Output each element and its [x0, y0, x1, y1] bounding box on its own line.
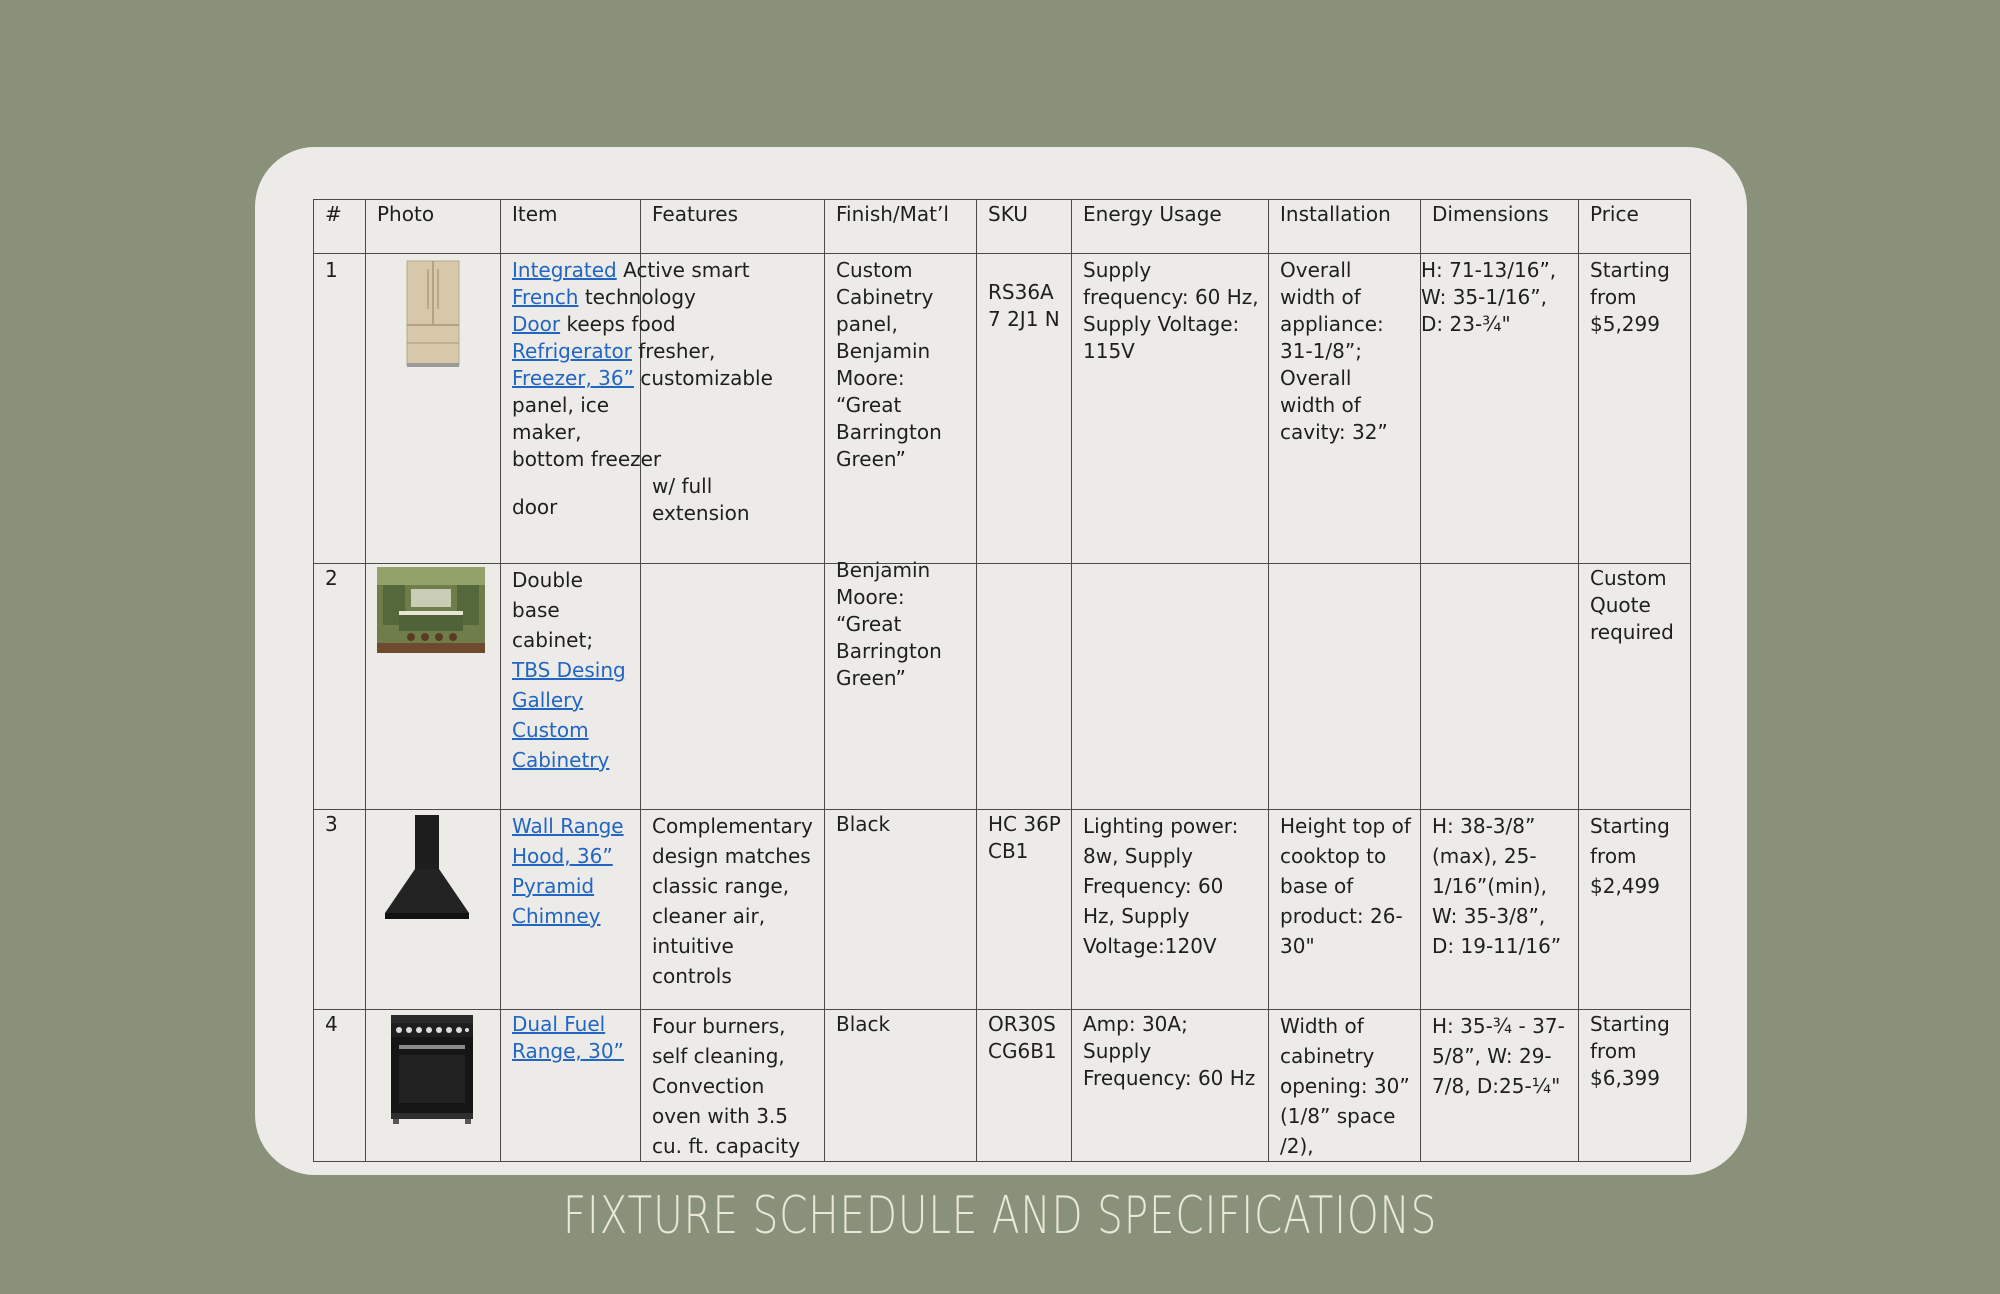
price-cell: Starting from $5,299 — [1579, 254, 1691, 564]
sku-cell: HC 36P CB1 — [977, 810, 1072, 1010]
header-energy-usage: Energy Usage — [1072, 200, 1269, 254]
sku-cell: RS36A 7 2J1 N — [977, 254, 1072, 564]
header-installation: Installation — [1269, 200, 1421, 254]
dimensions-cell — [1421, 564, 1579, 810]
row-number: 1 — [314, 254, 366, 564]
dimensions-cell: H: 35-¾ - 37-5/8”, W: 29-7/8, D:25-¼" — [1421, 1010, 1579, 1162]
item-link-refrigerator[interactable]: Integrated — [512, 258, 617, 282]
header-finish: Finish/Mat’l — [825, 200, 977, 254]
item-line-text: fresher, — [631, 339, 716, 363]
item-line-text: door — [512, 495, 558, 519]
dual-fuel-range-icon — [377, 1013, 477, 1125]
features-cell: Complementary design matches classic range, cleaner air, intuitive controls — [641, 810, 825, 1010]
item-link-dual-fuel-range[interactable]: Dual Fuel Range, 30” — [512, 1012, 624, 1063]
item-cell — [501, 1010, 641, 1162]
price-cell: Starting from $2,499 — [1579, 810, 1691, 1010]
item-line — [512, 338, 716, 365]
item-line — [512, 284, 696, 311]
item-line — [512, 494, 632, 521]
item-text: Double base cabinet; — [512, 568, 594, 652]
item-line — [512, 257, 750, 284]
energy-cell: Lighting power: 8w, Supply Frequency: 60 Hz, Supply Voltage:120V — [1072, 810, 1269, 1010]
header-number: # — [314, 200, 366, 254]
installation-cell: Overall width of appliance: 31-1/8”; Overall width of cavity: 32” — [1269, 254, 1421, 564]
installation-cell: Width of cabinetry opening: 30” (1/8” space /2), — [1269, 1010, 1421, 1162]
installation-cell — [1269, 564, 1421, 810]
row-number: 3 — [314, 810, 366, 1010]
item-line-text: maker, — [512, 420, 582, 444]
energy-cell — [1072, 564, 1269, 810]
table-row — [314, 564, 1691, 810]
item-line — [512, 365, 773, 392]
photo-cell — [366, 1010, 501, 1162]
sku-cell — [977, 564, 1072, 810]
green-kitchen-photo-icon — [377, 567, 485, 653]
item-line-text: customizable — [634, 366, 773, 390]
item-line — [512, 392, 632, 419]
features-text: w/ full extension — [652, 474, 750, 525]
finish-cell: Black — [825, 1010, 977, 1162]
header-sku: SKU — [977, 200, 1072, 254]
item-line — [512, 419, 632, 446]
photo-cell — [366, 810, 501, 1010]
photo-cell — [366, 564, 501, 810]
item-cell — [501, 810, 641, 1010]
installation-cell: Height top of cooktop to base of product: 26-30" — [1269, 810, 1421, 1010]
table-row — [314, 810, 1691, 1010]
features-cell — [641, 564, 825, 810]
item-line — [512, 311, 676, 338]
row-number: 4 — [314, 1010, 366, 1162]
table-row — [314, 1010, 1691, 1162]
header-features: Features — [641, 200, 825, 254]
finish-cell: Custom Cabinetry panel, Benjamin Moore: “Great Barrington Green” — [825, 254, 977, 564]
item-link-refrigerator[interactable]: Door — [512, 312, 561, 336]
dimensions-cell: H: 38-3/8” (max), 25-1/16”(min), W: 35-3/8”, D: 19-11/16” — [1421, 810, 1579, 1010]
fixture-schedule-table — [313, 199, 1691, 1162]
photo-cell — [366, 254, 501, 564]
header-dimensions: Dimensions — [1421, 200, 1579, 254]
finish-text: Benjamin Moore: “Great Barrington Green” — [836, 558, 942, 690]
header-photo: Photo — [366, 200, 501, 254]
energy-cell: Supply frequency: 60 Hz, Supply Voltage: 115V — [1072, 254, 1269, 564]
item-cell — [501, 564, 641, 810]
header-row — [314, 200, 1691, 254]
dimensions-cell: H: 71-13/16”, W: 35-1/16”, D: 23-¾" — [1421, 254, 1579, 564]
sku-cell: OR30S CG6B1 — [977, 1010, 1072, 1162]
item-link-refrigerator[interactable]: Freezer, 36” — [512, 366, 634, 390]
features-cell: Four burners, self cleaning, Convection oven with 3.5 cu. ft. capacity — [641, 1010, 825, 1162]
finish-cell: Black — [825, 810, 977, 1010]
item-line-text: technology — [578, 285, 696, 309]
row-number: 2 — [314, 564, 366, 810]
item-link-wall-range-hood[interactable]: Wall Range Hood, 36” Pyramid Chimney — [512, 814, 624, 928]
item-link-tbs-gallery[interactable]: TBS Desing Gallery Custom Cabinetry — [512, 658, 626, 772]
header-item: Item — [501, 200, 641, 254]
table-row — [314, 254, 1691, 564]
refrigerator-panel-icon — [377, 259, 489, 371]
item-line-text: bottom freezer — [512, 447, 662, 471]
item-line-text: keeps food — [560, 312, 676, 336]
page-title: FIXTURE SCHEDULE AND SPECIFICATIONS — [562, 1186, 1438, 1246]
item-line-text: Active smart — [616, 258, 750, 282]
item-link-refrigerator[interactable]: French — [512, 285, 579, 309]
price-cell: Starting from $6,399 — [1579, 1010, 1691, 1162]
item-line — [512, 473, 632, 494]
header-price: Price — [1579, 200, 1691, 254]
finish-cell — [825, 558, 977, 810]
item-line-text: panel, ice — [512, 393, 610, 417]
item-link-refrigerator[interactable]: Refrigerator — [512, 339, 632, 363]
item-line — [512, 446, 662, 473]
price-cell: Custom Quote required — [1579, 564, 1691, 810]
energy-cell: Amp: 30A; Supply Frequency: 60 Hz — [1072, 1010, 1269, 1162]
chimney-range-hood-icon — [377, 813, 477, 925]
